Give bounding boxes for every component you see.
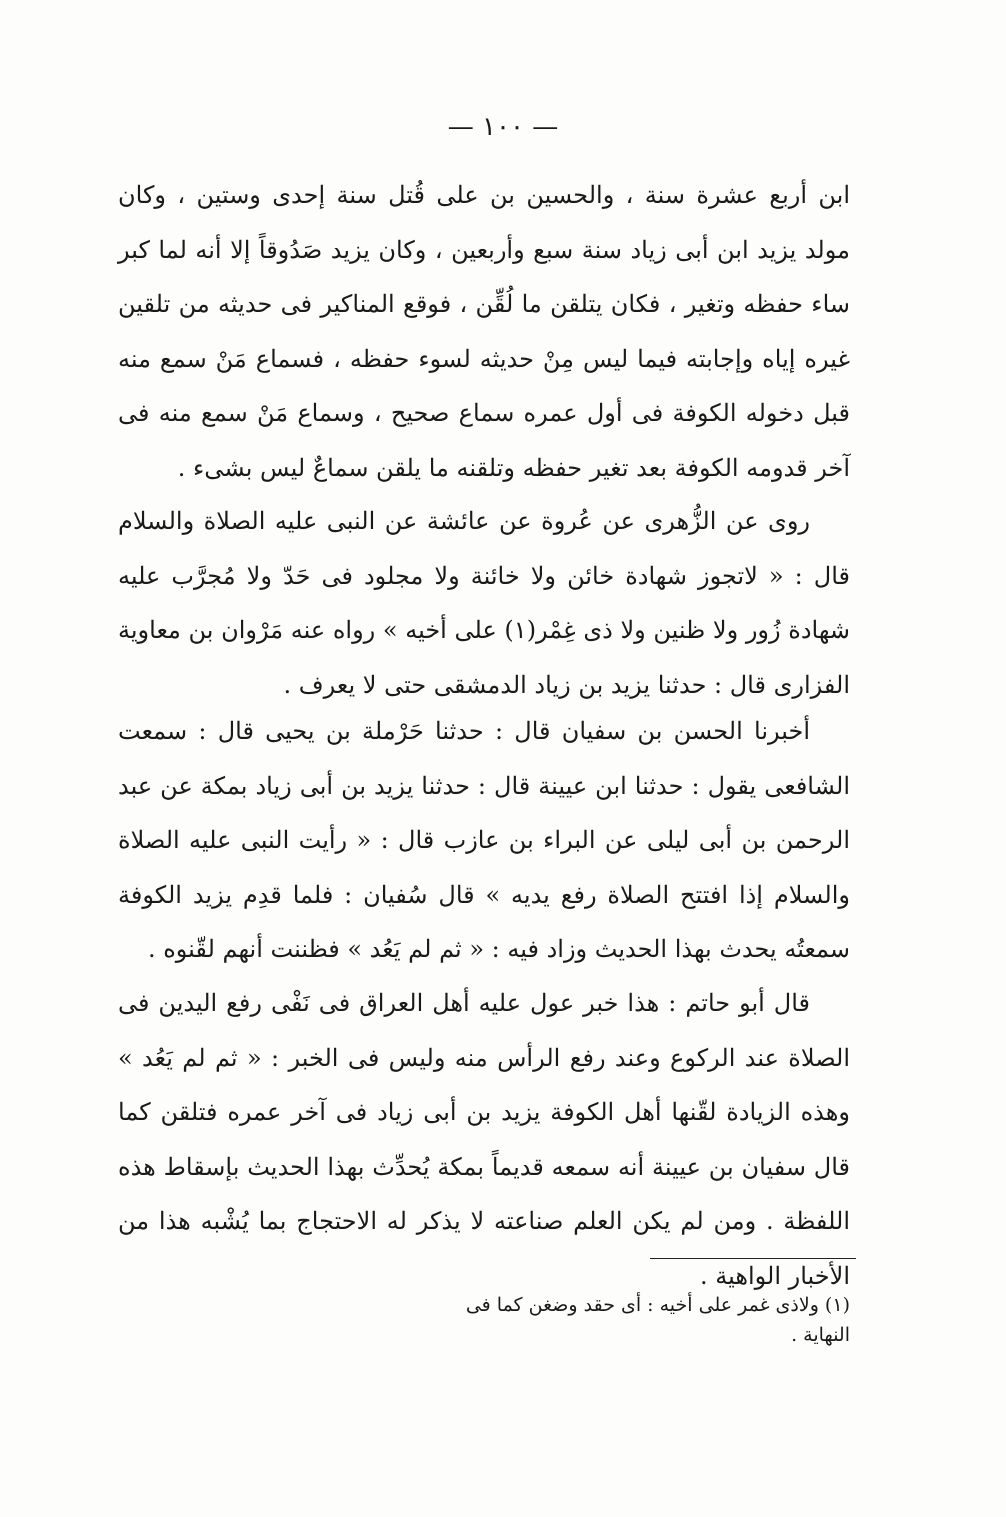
paragraph-3-text: أخبرنا الحسن بن سفيان قال : حدثنا حَرْملة بن يحيى قال : سمعت الشافعى يقول : حدثنا ابن عيينة قال : حدثنا يزيد بن أبى زياد بمكة عن عبد الرحمن بن أبى ليلى عن البراء بن عازب قال : « رأيت النبى عليه الصلاة والسلام إذا افتتح الصلاة رفع يديه » قال سُفيان : فلما قدِم يزيد الكوفة سمعتُه يحدث بهذا الحديث وزاد فيه : « ثم لم يَعُد » فظننت أنهم لقّنوه . bbox=[118, 717, 850, 963]
paragraph-2-text: روى عن الزُّهرى عن عُروة عن عائشة عن النبى عليه الصلاة والسلام قال : « لاتجوز شهادة خائن ولا خائنة ولا مجلود فى حَدّ ولا مُجرَّب عليه شهادة زُور ولا ظنين ولا ذى غِمْر(١) على أخيه » رواه عنه مَرْوان بن معاوية الفزارى قال : حدثنا يزيد بن زياد الدمشقى حتى لا يعرف . bbox=[118, 507, 851, 699]
page-number: — ١٠٠ — bbox=[447, 112, 559, 142]
paragraph-4-text: قال أبو حاتم : هذا خبر عول عليه أهل العراق فى نَفْى رفع اليدين فى الصلاة عند الركوع وعند رفع الرأس منه وليس فى الخبر : « ثم لم يَعُد » وهذه الزيادة لقّنها أهل الكوفة يزيد بن أبى زياد فى آخر عمره فتلقن كما قال سفيان بن عيينة أنه سمعه قديماً بمكة يُحدِّث بهذا الحديث بإسقاط هذه اللفظة . ومن لم يكن العلم صناعته لا يذكر له الاحتجاج بما يُشْبه هذا من الأخبار الواهية . bbox=[118, 989, 850, 1290]
footnote: (١) ولاذى غمر على أخيه : أى حقد وضغن كما فى النهاية . bbox=[465, 1294, 850, 1346]
paragraph-4 bbox=[118, 976, 850, 1303]
footnote-divider bbox=[650, 1258, 856, 1259]
paragraph-3 bbox=[118, 704, 850, 977]
paragraph-1 bbox=[118, 168, 850, 495]
paragraph-1-text: ابن أربع عشرة سنة ، والحسين بن على قُتل سنة إحدى وستين ، وكان مولد يزيد ابن أبى زياد سنة سبع وأربعين ، وكان يزيد صَدُوقاً إلا أنه لما كبر ساء حفظه وتغير ، فكان يتلقن ما لُقِّن ، فوقع المناكير فى حديثه من تلقين غيره إياه وإجابته فيما ليس مِنْ حديثه لسوء حفظه ، فسماع مَنْ سمع منه قبل دخوله الكوفة فى أول عمره سماع صحيح ، وسماع مَنْ سمع منه فى آخر قدومه الكوفة بعد تغير حفظه وتلقنه ما يلقن سماعٌ ليس بشىء . bbox=[118, 181, 850, 482]
paragraph-2 bbox=[118, 494, 850, 712]
